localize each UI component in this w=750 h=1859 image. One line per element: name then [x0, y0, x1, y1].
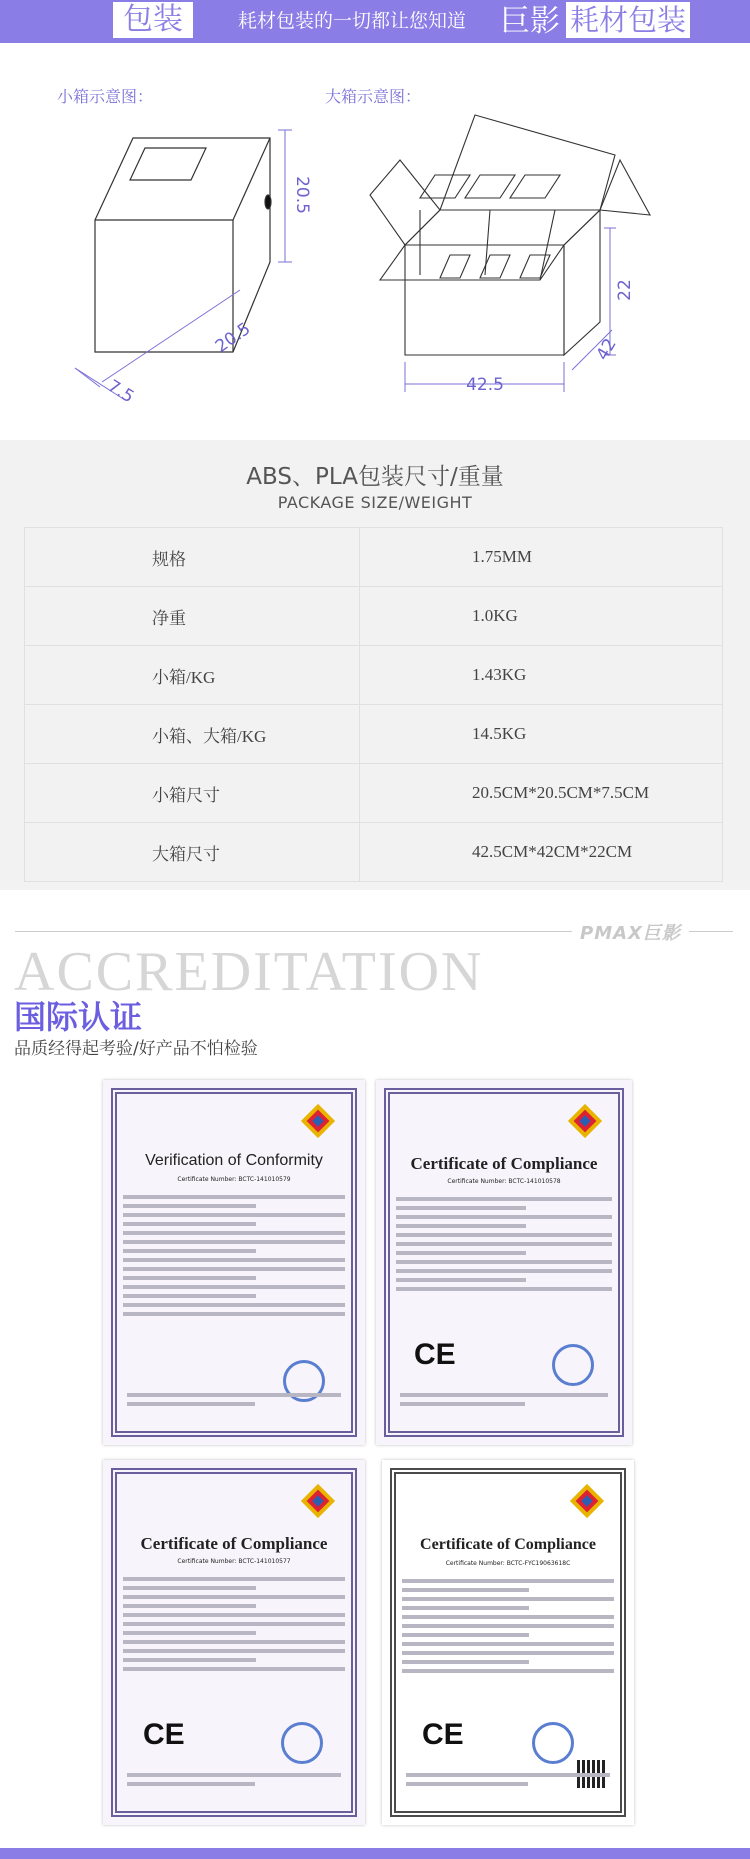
spec-key: 小箱/KG: [25, 646, 360, 705]
bctc-logo-icon: [299, 1482, 337, 1520]
large-box-diagram: [370, 115, 650, 355]
bctc-logo-icon: [566, 1102, 604, 1140]
ce-mark-icon: CE: [143, 1718, 185, 1751]
spec-key: 小箱尺寸: [25, 764, 360, 823]
spec-key: 规格: [25, 528, 360, 587]
certificate-card: [382, 1460, 634, 1825]
spec-key: 小箱、大箱/KG: [25, 705, 360, 764]
banner-brand-box: 耗材包装: [566, 2, 690, 38]
small-box-caption: 小箱示意图：: [57, 87, 154, 106]
accreditation-heading: ACCREDITATION: [14, 941, 484, 1003]
ce-mark-icon: CE: [422, 1718, 464, 1751]
small-height-label: 20.5: [292, 176, 312, 214]
spec-value: 1.75MM: [360, 528, 723, 587]
table-row: [25, 528, 723, 587]
banner-packaging-label: 包装: [113, 2, 193, 38]
certificate-title: Certificate of Compliance: [410, 1154, 598, 1173]
spec-value: 1.43KG: [360, 646, 723, 705]
spec-value: 1.0KG: [360, 587, 723, 646]
certificate-card: [103, 1080, 365, 1445]
large-length-label: 42.5: [466, 375, 504, 395]
box-diagrams: [0, 100, 750, 420]
certificate-number: Certificate Number: BCTC-141010577: [177, 1558, 291, 1565]
certificate-number: Certificate Number: BCTC-141010579: [177, 1176, 291, 1183]
package-spec-table: [24, 527, 723, 882]
bottom-bar: [0, 1848, 750, 1859]
certificate-card: [103, 1460, 365, 1825]
small-box-diagram: [95, 138, 271, 352]
table-row: [25, 646, 723, 705]
large-box-caption: 大箱示意图：: [325, 87, 422, 106]
table-row: [25, 705, 723, 764]
spec-key: 净重: [25, 587, 360, 646]
certificate-title: Certificate of Compliance: [140, 1534, 328, 1553]
spec-value: 42.5CM*42CM*22CM: [360, 823, 723, 882]
certificate-card: [376, 1080, 632, 1445]
accreditation-subtitle: 品质经得起考验/好产品不怕检验: [14, 1039, 258, 1059]
certificate-seal: [281, 1722, 323, 1764]
spec-value: 14.5KG: [360, 705, 723, 764]
small-length-label: 20.5: [211, 318, 255, 357]
spec-key: 大箱尺寸: [25, 823, 360, 882]
certificate-seal: [532, 1722, 574, 1764]
table-row: [25, 764, 723, 823]
package-table-title: ABS、PLA包装尺寸/重量: [246, 464, 504, 490]
certificate-number: Certificate Number: BCTC-141010578: [447, 1178, 561, 1185]
accreditation-title: 国际认证: [14, 998, 143, 1036]
small-width-label: 7.5: [103, 376, 138, 408]
certificate-seal: [552, 1344, 594, 1386]
ce-mark-icon: CE: [414, 1338, 456, 1371]
bctc-logo-icon: [299, 1102, 337, 1140]
banner-brand: 巨影: [500, 4, 560, 39]
table-row: [25, 823, 723, 882]
certificate-number: Certificate Number: BCTC-FYC19063618C: [445, 1560, 571, 1567]
certificate-title: Verification of Conformity: [145, 1152, 323, 1169]
package-table-subtitle: PACKAGE SIZE/WEIGHT: [277, 493, 473, 512]
table-row: [25, 587, 723, 646]
banner-slogan: 耗材包装的一切都让您知道: [238, 10, 467, 32]
bctc-logo-icon: [568, 1482, 606, 1520]
large-height-label: 22: [615, 279, 635, 301]
spec-value: 20.5CM*20.5CM*7.5CM: [360, 764, 723, 823]
pmax-logo: PMAX巨影: [572, 919, 689, 945]
top-banner: [0, 0, 750, 43]
large-depth-label: 42: [592, 335, 621, 364]
certificate-title: Certificate of Compliance: [420, 1536, 596, 1553]
